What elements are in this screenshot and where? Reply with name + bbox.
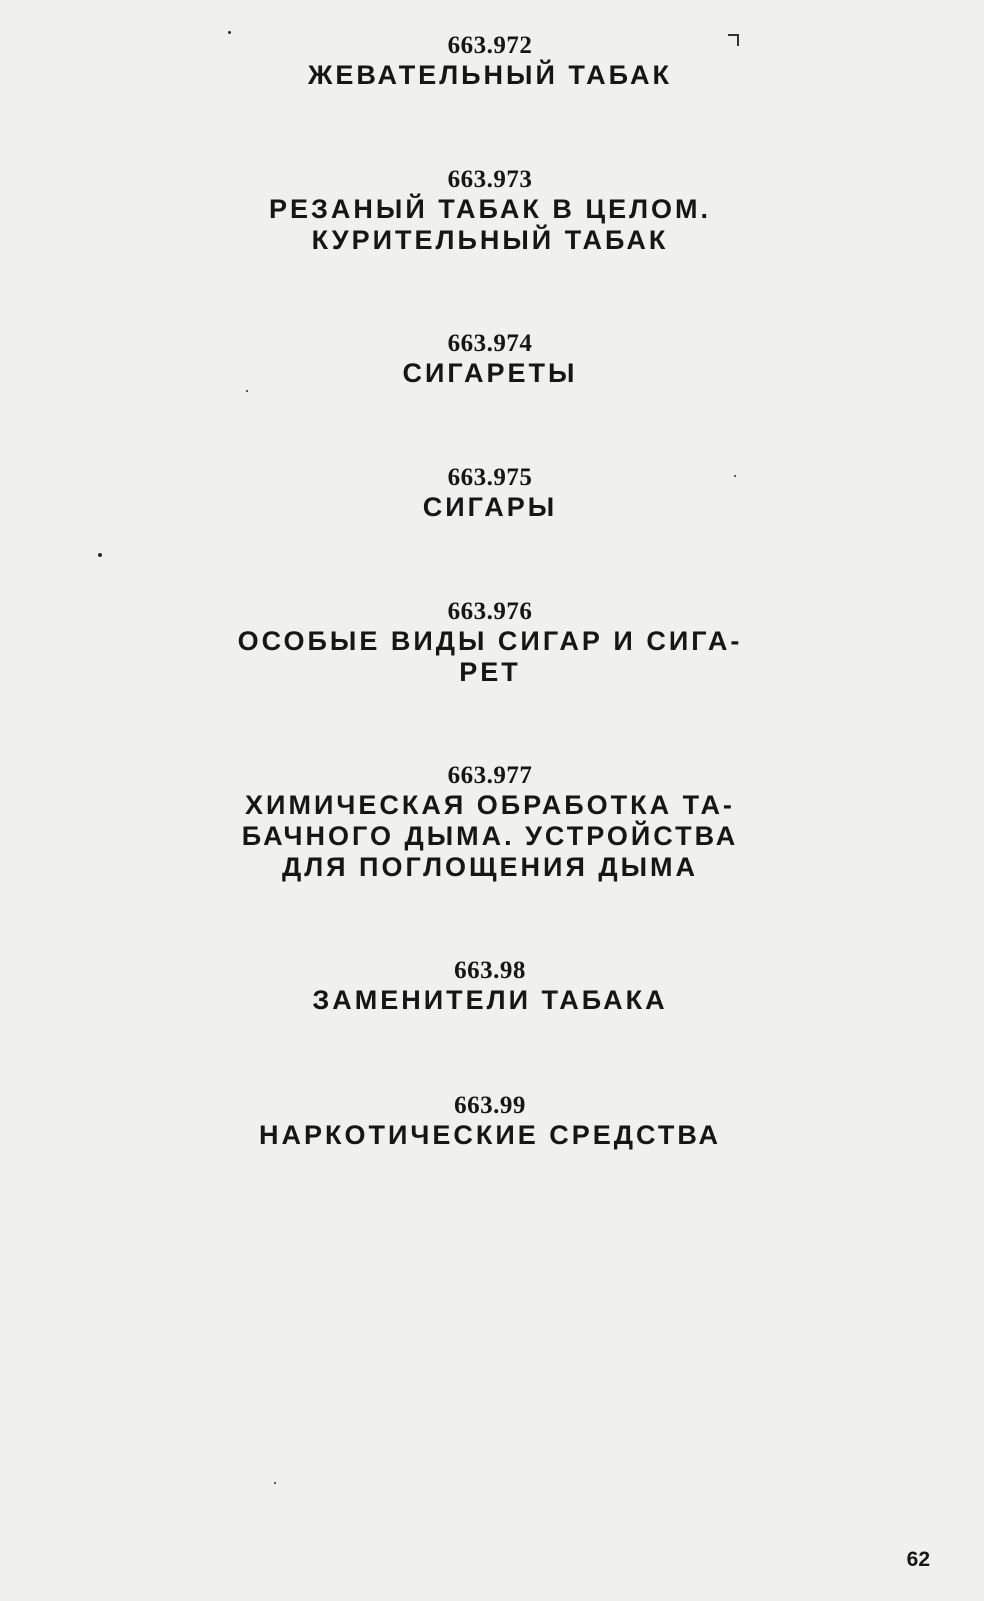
entry-code: 663.977 <box>447 762 533 789</box>
entry-code: 663.976 <box>447 598 533 625</box>
print-speck <box>98 553 102 557</box>
classification-entry <box>160 597 820 688</box>
entry-title: РЕЗАНЫЙ ТАБАК В ЦЕЛОМ. КУРИТЕЛЬНЫЙ ТАБАК <box>268 194 712 255</box>
entry-code: 663.974 <box>447 330 533 357</box>
classification-entry <box>160 165 820 256</box>
entry-code: 663.975 <box>447 464 533 491</box>
classification-entry <box>160 1091 820 1151</box>
entry-title: ОСОБЫЕ ВИДЫ СИГАР И СИГА- РЕТ <box>237 626 743 687</box>
entry-code: 663.972 <box>447 32 533 59</box>
entry-code: 663.98 <box>454 957 526 984</box>
classification-entry <box>160 761 820 883</box>
print-speck <box>274 1482 276 1484</box>
page-number: 62 <box>906 1548 930 1571</box>
print-speck <box>246 390 248 392</box>
entry-title: ЗАМЕНИТЕЛИ ТАБАКА <box>312 985 668 1015</box>
entry-title: ЖЕВАТЕЛЬНЫЙ ТАБАК <box>307 60 673 90</box>
entry-title: СИГАРЕТЫ <box>402 358 578 388</box>
classification-entry <box>160 463 820 523</box>
classification-entry <box>160 31 820 91</box>
entry-code: 663.973 <box>447 166 533 193</box>
classification-entry <box>160 329 820 389</box>
entry-code: 663.99 <box>454 1092 526 1119</box>
entry-title: ХИМИЧЕСКАЯ ОБРАБОТКА ТА- БАЧНОГО ДЫМА. УСТРОЙСТВА ДЛЯ ПОГЛОЩЕНИЯ ДЫМА <box>241 790 739 882</box>
classification-entry <box>160 956 820 1016</box>
entry-title: НАРКОТИЧЕСКИЕ СРЕДСТВА <box>259 1120 721 1150</box>
entry-title: СИГАРЫ <box>422 492 558 522</box>
